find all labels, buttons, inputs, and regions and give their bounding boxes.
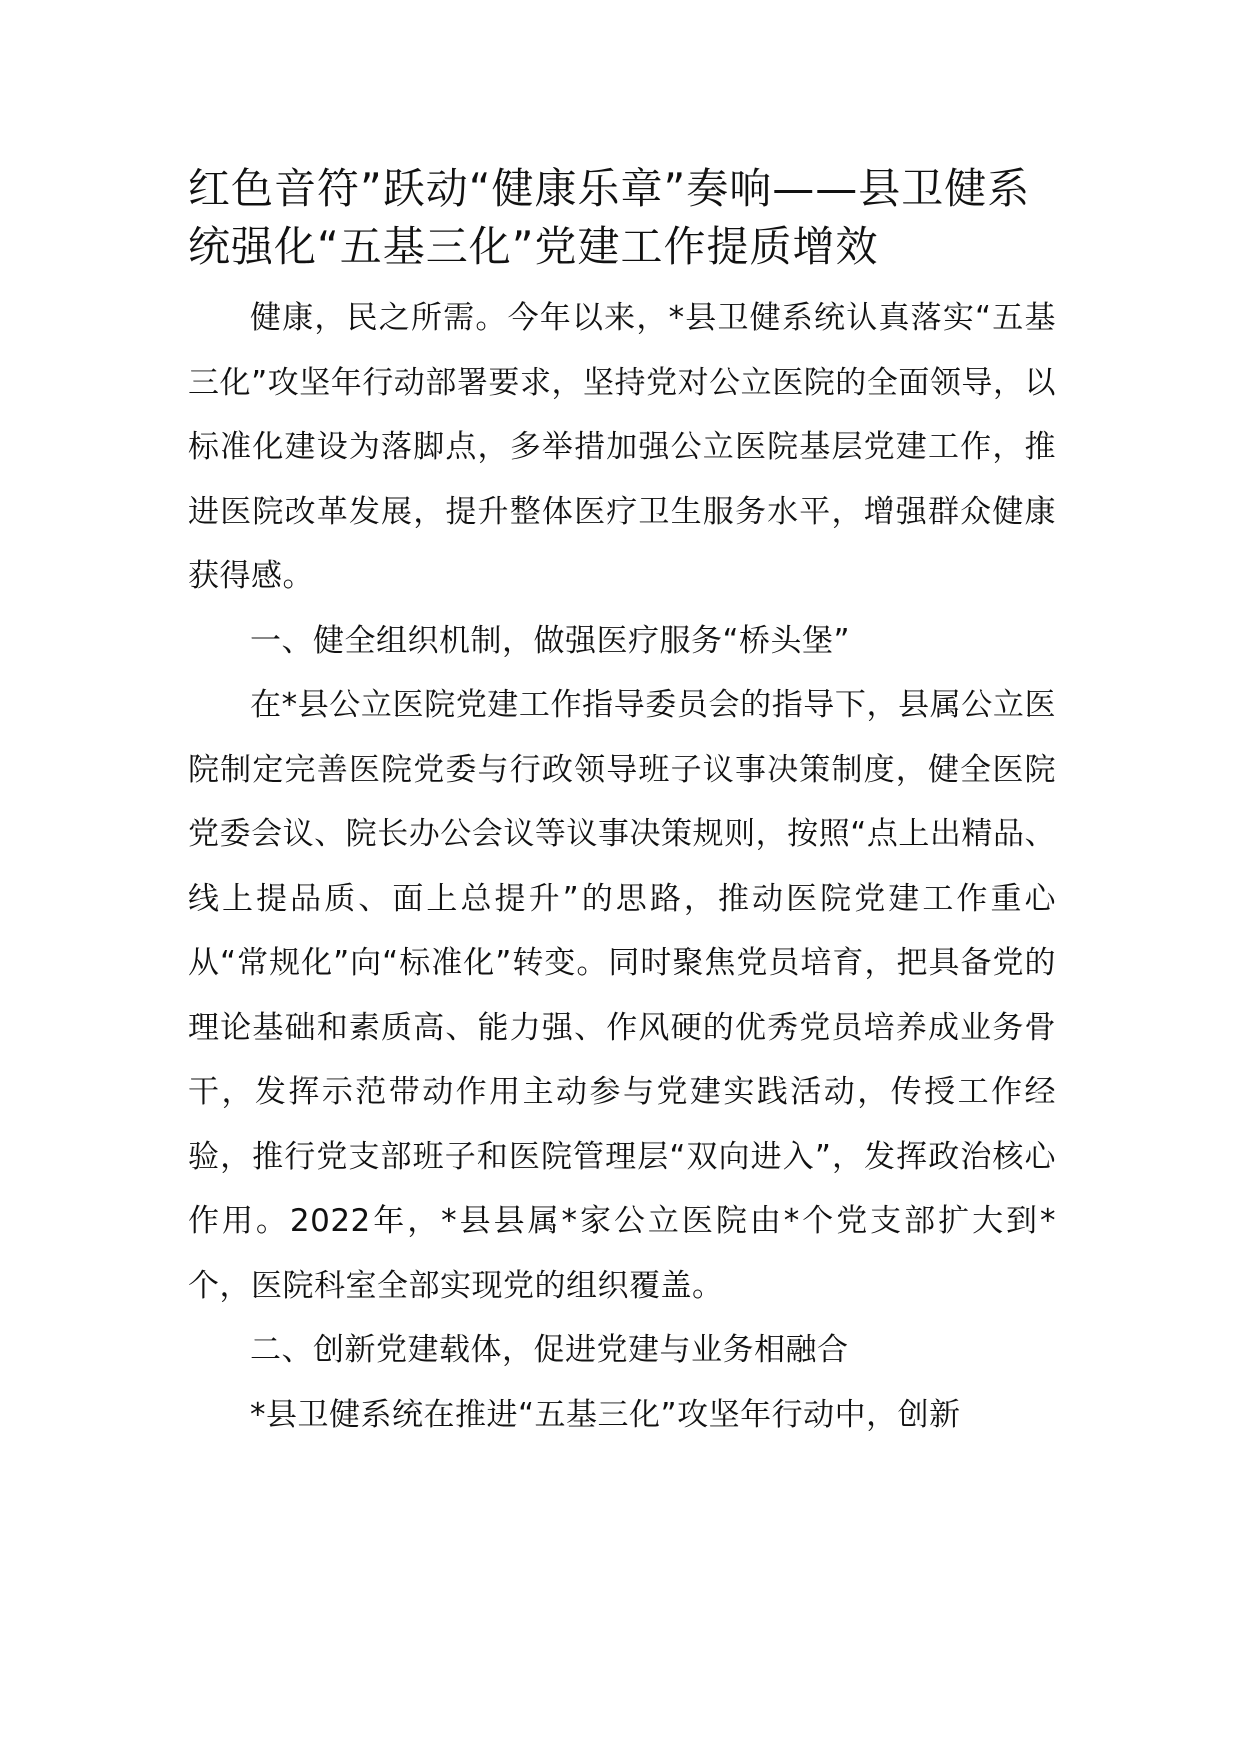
section-heading-1: 一、健全组织机制，做强医疗服务“桥头堡” xyxy=(250,622,851,659)
intro-paragraph: 健康，民之所需。今年以来，*县卫健系统认真落实“五基三化”攻坚年行动部署要求，坚持党对公立医院的全面领导，以标准化建设为落脚点，多举措加强公立医院基层党建工作，推进医院改革发展，提升整体医疗卫生服务水平，增强群众健康获得感。 xyxy=(188,300,1056,594)
section-2-paragraph: *县卫健系统在推进“五基三化”攻坚年行动中，创新 xyxy=(250,1396,961,1433)
section-1-paragraph: 在*县公立医院党建工作指导委员会的指导下，县属公立医院制定完善医院党委与行政领导班子议事决策制度，健全医院党委会议、院长办公会议等议事决策规则，按照“点上出精品、线上提品质、面上总提升”的思路，推动医院党建工作重心从“常规化”向“标准化”转变。同时聚焦党员培育，把具备党的理论基础和素质高、能力强、作风硬的优秀党员培养成业务骨干，发挥示范带动作用主动参与党建实践活动，传授工作经验，推行党支部班子和医院管理层“双向进入”，发挥政治核心作用。2022年，*县县属*家公立医院由*个党支部扩大到*个，医院科室全部实现党的组织覆盖。 xyxy=(188,687,1056,1304)
document-page xyxy=(188,160,1056,1447)
section-heading-2: 二、创新党建载体，促进党建与业务相融合 xyxy=(250,1332,849,1368)
document-title: 红色音符”跃动“健康乐章”奏响——县卫健系统强化“五基三化”党建工作提质增效 xyxy=(188,164,1031,271)
